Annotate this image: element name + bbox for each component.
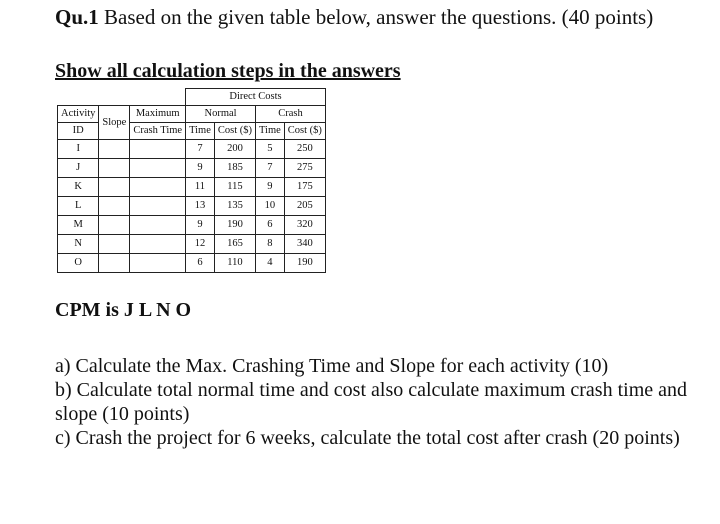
header-activity: Activity [58,106,99,123]
crash-time: 9 [256,178,285,197]
crash-cost: 275 [284,159,325,178]
normal-cost: 190 [214,216,255,235]
activity-id: O [58,254,99,273]
header-crash-time-col: Time [256,123,285,140]
table-row [58,140,326,159]
max-crash-cell [130,197,186,216]
question-b: b) Calculate total normal time and cost also calculate maximum crash time and slope (10 points) [55,379,688,425]
header-slope: Slope [99,106,130,140]
crash-cost: 320 [284,216,325,235]
slope-cell [99,235,130,254]
questions-list [55,354,695,450]
normal-time: 13 [186,197,215,216]
critical-path-label: CPM is J L N O [55,299,192,321]
normal-cost: 165 [214,235,255,254]
crash-time: 5 [256,140,285,159]
crash-time: 8 [256,235,285,254]
normal-time: 9 [186,159,215,178]
crash-time: 10 [256,197,285,216]
table-header-row-3 [58,123,326,140]
direct-costs-table [57,88,326,273]
header-normal-time: Time [186,123,215,140]
normal-time: 12 [186,235,215,254]
slope-cell [99,159,130,178]
header-crash: Crash [256,106,326,123]
normal-time: 6 [186,254,215,273]
max-crash-cell [130,235,186,254]
max-crash-cell [130,254,186,273]
slope-cell [99,254,130,273]
slope-cell [99,178,130,197]
slope-cell [99,197,130,216]
table-row [58,178,326,197]
crash-time: 7 [256,159,285,178]
normal-cost: 110 [214,254,255,273]
crash-cost: 205 [284,197,325,216]
normal-time: 11 [186,178,215,197]
table-row [58,235,326,254]
table-row [58,197,326,216]
activity-id: L [58,197,99,216]
normal-cost: 200 [214,140,255,159]
normal-cost: 185 [214,159,255,178]
crash-time: 6 [256,216,285,235]
slope-cell [99,216,130,235]
header-crash-time: Crash Time [130,123,186,140]
crash-cost: 190 [284,254,325,273]
activity-id: N [58,235,99,254]
question-heading [55,4,695,30]
table-header-row-1 [58,89,326,106]
table-row [58,159,326,178]
group-header-direct-costs: Direct Costs [186,89,326,106]
header-crash-cost: Cost ($) [284,123,325,140]
activity-id: I [58,140,99,159]
activity-id: J [58,159,99,178]
crash-cost: 175 [284,178,325,197]
question-number: Qu.1 [55,5,99,29]
table-row [58,216,326,235]
normal-cost: 115 [214,178,255,197]
normal-time: 9 [186,216,215,235]
activity-id: M [58,216,99,235]
crash-cost: 250 [284,140,325,159]
question-a: a) Calculate the Max. Crashing Time and Slope for each activity (10) [55,355,609,377]
header-normal-cost: Cost ($) [214,123,255,140]
crash-cost: 340 [284,235,325,254]
max-crash-cell [130,159,186,178]
table-header-row-2 [58,106,326,123]
normal-time: 7 [186,140,215,159]
question-c: c) Crash the project for 6 weeks, calculate the total cost after crash (20 points) [55,427,680,449]
table-row [58,254,326,273]
question-text: Based on the given table below, answer the questions. (40 points) [98,5,654,29]
slope-cell [99,140,130,159]
instruction-text: Show all calculation steps in the answers [55,60,401,82]
max-crash-cell [130,216,186,235]
crash-time: 4 [256,254,285,273]
max-crash-cell [130,140,186,159]
normal-cost: 135 [214,197,255,216]
header-normal: Normal [186,106,256,123]
activity-id: K [58,178,99,197]
header-maximum: Maximum [130,106,186,123]
header-id: ID [58,123,99,140]
header-spacer [58,89,186,106]
max-crash-cell [130,178,186,197]
